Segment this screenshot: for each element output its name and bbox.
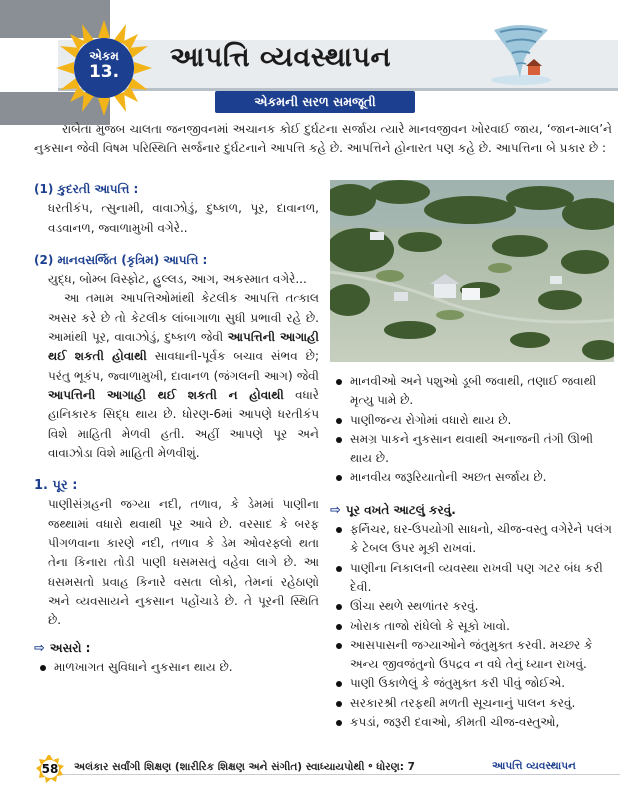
effects-heading bbox=[34, 639, 319, 658]
bullet-icon bbox=[336, 437, 342, 443]
page-footer bbox=[0, 754, 629, 786]
disaster-explanation bbox=[34, 289, 319, 463]
footer-book-title: અલંકાર સર્વાંગી શિક્ષણ (શારીરિક શિક્ષણ અને સંગીત) સ્વાધ્યાયપોથી ॰ ધોરણ: 7 bbox=[74, 761, 415, 773]
list-item-text: પાણીજન્ય રોગોમાં વધારો થાય છે. bbox=[350, 412, 512, 427]
list-item bbox=[330, 559, 612, 598]
list-item-text: પાણીના નિકાલની વ્યવસ્થા રાખવી પણ ગટર બંધ કરી દેવી. bbox=[350, 560, 603, 594]
bullet-icon bbox=[336, 681, 342, 687]
bullet-icon bbox=[336, 604, 342, 610]
effects-heading-text: અસરો : bbox=[49, 640, 91, 655]
list-item-text: માનવીઓ અને પશુઓ ડૂબી જવાથી, તણાઈ જવાથી મૃત્યુ પામે છે. bbox=[350, 374, 597, 408]
list-item-text: ઊંચા સ્થળે સ્થળાંતર કરવું. bbox=[350, 599, 479, 614]
explanation-part-b: સાવધાની-પૂર્વક બચાવ સંભવ છે; પરંતુ ભૂકંપ, જ્વાળામુખી, દાવાનળ (જંગલની આગ) જેવી bbox=[48, 349, 319, 383]
intro-paragraph bbox=[34, 120, 612, 158]
explanation-bold-a: આપત્તિની આગાહી થઈ શકતી હોવાથી bbox=[48, 330, 319, 364]
list-item bbox=[330, 411, 612, 430]
list-item-text: કપડાં, જરૂરી દવાઓ, કીમતી ચીજ-વસ્તુઓ, bbox=[350, 715, 560, 730]
list-item-text: પાણી ઉકાળેલું કે જંતુમુક્ત કરી પીવું જોઈએ. bbox=[350, 676, 566, 691]
page-number-badge bbox=[36, 755, 64, 783]
list-item bbox=[330, 468, 612, 487]
todo-heading-text: પૂર વખતે આટલું કરવું. bbox=[345, 502, 456, 517]
list-item-text: ખોરાક તાજો રાંધેલો કે સૂકો ખાવો. bbox=[350, 618, 510, 633]
chapter-title: આપત્તિ વ્યવસ્થાપન bbox=[170, 42, 392, 73]
todo-list bbox=[330, 520, 612, 732]
effects-list-left bbox=[34, 658, 319, 677]
bullet-icon bbox=[336, 566, 342, 572]
bullet-icon bbox=[336, 527, 342, 533]
list-item bbox=[330, 597, 612, 616]
right-column bbox=[330, 372, 612, 732]
list-item bbox=[330, 713, 612, 732]
subtitle-banner: એકમની સરળ સમજૂતી bbox=[215, 91, 415, 113]
list-item bbox=[330, 617, 612, 636]
bullet-icon bbox=[336, 475, 342, 481]
manmade-disaster-list: યુદ્ધ, બોમ્બ વિસ્ફોટ, હુલ્લડ, આગ, અકસ્માત વગેરે... bbox=[48, 272, 307, 287]
bullet-icon bbox=[336, 643, 342, 649]
list-item-text: સરકારશ્રી તરફથી મળતી સૂચનાનું પાલન કરવું. bbox=[350, 695, 576, 710]
explanation-part-c: વધારે હાનિકારક સિદ્ધ થાય છે. ધોરણ-6માં આપણે ધરતીકંપ વિશે માહિતી મેળવી હતી. અહીં આપણે પૂર અને વાવાઝોડા વિશે માહિતી મેળવીશું. bbox=[48, 387, 319, 460]
page-number: 58 bbox=[41, 762, 59, 776]
left-column bbox=[34, 180, 319, 677]
list-item bbox=[330, 674, 612, 693]
bullet-icon bbox=[336, 720, 342, 726]
unit-number: 13. bbox=[88, 62, 120, 82]
flood-photo bbox=[330, 180, 614, 362]
footer-chapter-name: આપત્તિ વ્યવસ્થાપન bbox=[492, 760, 576, 772]
footer-divider bbox=[60, 774, 620, 775]
natural-disaster-list: ધરતીકંપ, ત્સુનામી, વાવાઝોડું, દુષ્કાળ, પૂર, દાવાનળ, વડવાનળ, જ્વાળામુખી વગેરે.. bbox=[48, 201, 319, 235]
unit-label: એકમ bbox=[89, 49, 119, 63]
bullet-icon bbox=[40, 665, 46, 671]
list-item bbox=[34, 658, 319, 677]
unit-badge bbox=[72, 38, 136, 100]
bullet-icon bbox=[336, 379, 342, 385]
list-item-text: ફર્નિચર, ઘર-ઉપયોગી સાધનો, ચીજ-વસ્તુ વગેરેને પલંગ કે ટેબલ ઉપર મૂકી રાખવાં. bbox=[350, 522, 612, 556]
list-item-text: સમગ્ર પાકને નુકસાન થવાથી અનાજની તંગી ઊભી થાય છે. bbox=[350, 431, 594, 466]
arrow-right-icon: ⇨ bbox=[34, 640, 45, 656]
list-item bbox=[330, 520, 612, 559]
explanation-bold-b: આપત્તિની આગાહી થઈ શકતી ન હોવાથી bbox=[48, 387, 284, 402]
list-item-text: માળખાગત સુવિધાને નુકસાન થાય છે. bbox=[54, 659, 233, 674]
bullet-icon bbox=[336, 624, 342, 630]
natural-disaster-heading: (1) કુદરતી આપત્તિ : bbox=[34, 182, 139, 196]
explanation-part-a: આ તમામ આપત્તિઓમાંથી કેટલીક આપત્તિ તત્કાલ અસર કરે છે તો કેટલીક લાંબાગાળા સુધી પ્રભાવી રહે છે. આમાંથી પૂર, વાવાઝોડું, દુષ્કાળ જેવી bbox=[48, 291, 319, 345]
arrow-right-icon: ⇨ bbox=[330, 502, 341, 518]
list-item-text: માનવીય જરૂરિયાતોની અછત સર્જાય છે. bbox=[350, 470, 547, 485]
intro-text: રાબેતા મુજબ ચાલતા જનજીવનમાં અચાનક કોઈ દુર્ઘટના સર્જાય ત્યારે માનવજીવન ખોરવાઈ જાય, ‘જાન-માલ’ને નુકસાન જેવી વિષમ પરિસ્થિતિ સર્જનાર દુર્ઘટનાને આપત્તિ કહે છે. આપત્તિને હોનારત પણ કહે છે. આપત્તિના બે પ્રકાર છે : bbox=[34, 122, 612, 155]
list-item bbox=[330, 430, 612, 469]
flood-description: પાણીસંગ્રહની જગ્યા નદી, તળાવ, કે ડેમમાં પાણીના જથ્થામાં વધારો થવાથી પૂર આવે છે. વરસાદ કે બરફ પીગળવાના કારણે નદી, તળાવ કે ડેમ ઓવરફ્લો થતા તેના કિનારા તોડી પાણી ધસમસતું વહેવા લાગે છે. આ ધસમસતો પ્રવાહ કિનારે વસતા લોકો, તેમનાં રહેઠાણો અને વ્યવસાયને નુકસાન પહોંચાડે છે. તે પૂરની સ્થિતિ છે. bbox=[48, 497, 319, 628]
list-item bbox=[330, 372, 612, 411]
bullet-icon bbox=[336, 418, 342, 424]
list-item bbox=[330, 694, 612, 713]
todo-heading bbox=[330, 501, 612, 520]
flood-heading: 1. પૂર : bbox=[34, 478, 78, 494]
bullet-icon bbox=[336, 701, 342, 707]
list-item-text: આસપાસની જગ્યાઓને જંતુમુક્ત કરવી. મચ્છર કે અન્ય જીવજંતુનો ઉપદ્રવ ન વધે તેનું ધ્યાન રાખવું. bbox=[350, 637, 593, 672]
effects-list-right bbox=[330, 372, 612, 488]
manmade-disaster-heading: (2) માનવસર્જિત (કૃત્રિમ) આપત્તિ : bbox=[34, 252, 208, 267]
tornado-icon bbox=[488, 22, 554, 86]
list-item bbox=[330, 636, 612, 675]
